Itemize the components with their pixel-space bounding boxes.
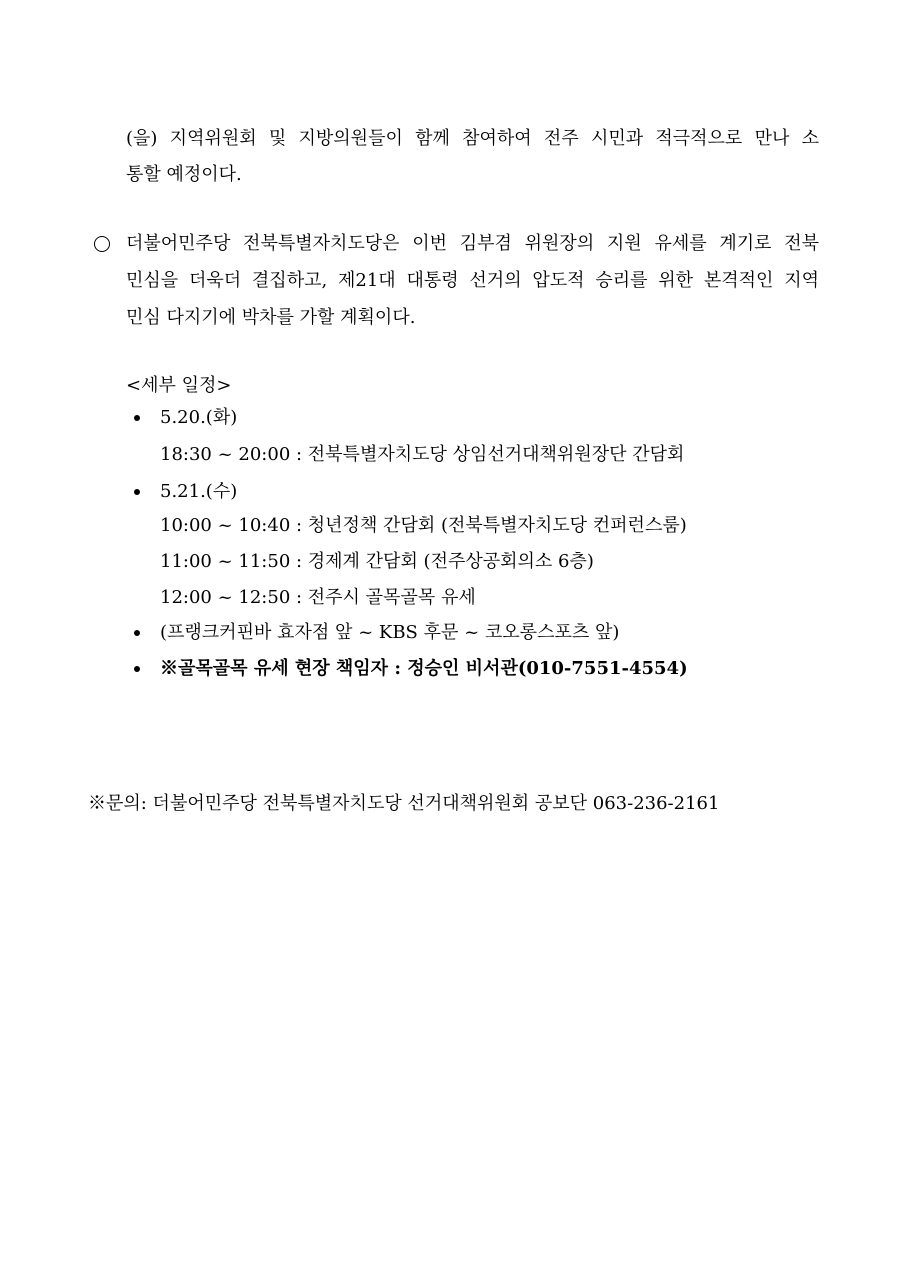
bullet-dot-icon bbox=[134, 666, 140, 672]
paragraph2-line3: 민심 다지기에 박차를 가할 계획이다. bbox=[126, 307, 416, 328]
bullet-dot-icon bbox=[134, 489, 140, 495]
schedule-day2-event: 11:00 ~ 11:50 : 경제계 간담회 (전주상공회의소 6층) bbox=[160, 551, 594, 572]
circle-bullet-icon bbox=[94, 236, 110, 252]
schedule-day2-event: 10:00 ~ 10:40 : 청년정책 간담회 (전북특별자치도당 컨퍼런스룸) bbox=[160, 515, 687, 536]
schedule-day2-date: 5.21.(수) bbox=[160, 481, 238, 502]
inquiry-line: ※문의: 더불어민주당 전북특별자치도당 선거대책위원회 공보단 063-236-2161 bbox=[88, 793, 720, 814]
bullet-dot-icon bbox=[134, 415, 140, 421]
schedule-heading: <세부 일정> bbox=[126, 375, 232, 396]
schedule-contact-person: ※골목골목 유세 현장 책임자 : 정승인 비서관(010-7551-4554) bbox=[160, 658, 688, 679]
bullet-dot-icon bbox=[134, 630, 140, 636]
schedule-day1-event: 18:30 ~ 20:00 : 전북특별자치도당 상임선거대책위원장단 간담회 bbox=[160, 444, 685, 465]
paragraph2-line1: 더불어민주당 전북특별자치도당은 이번 김부겸 위원장의 지원 유세를 계기로 전북 bbox=[126, 233, 819, 254]
schedule-day2-event: 12:00 ~ 12:50 : 전주시 골목골목 유세 bbox=[160, 587, 476, 608]
schedule-route: (프랭크커핀바 효자점 앞 ~ KBS 후문 ~ 코오롱스포츠 앞) bbox=[160, 622, 620, 643]
paragraph2-line2: 민심을 더욱더 결집하고, 제21대 대통령 선거의 압도적 승리를 위한 본격적인 지역 bbox=[126, 270, 819, 291]
schedule-day1-date: 5.20.(화) bbox=[160, 407, 238, 428]
paragraph1-line2: 통할 예정이다. bbox=[126, 164, 242, 185]
paragraph1-line1: (을) 지역위원회 및 지방의원들이 함께 참여하여 전주 시민과 적극적으로 만나 소 bbox=[126, 128, 819, 149]
